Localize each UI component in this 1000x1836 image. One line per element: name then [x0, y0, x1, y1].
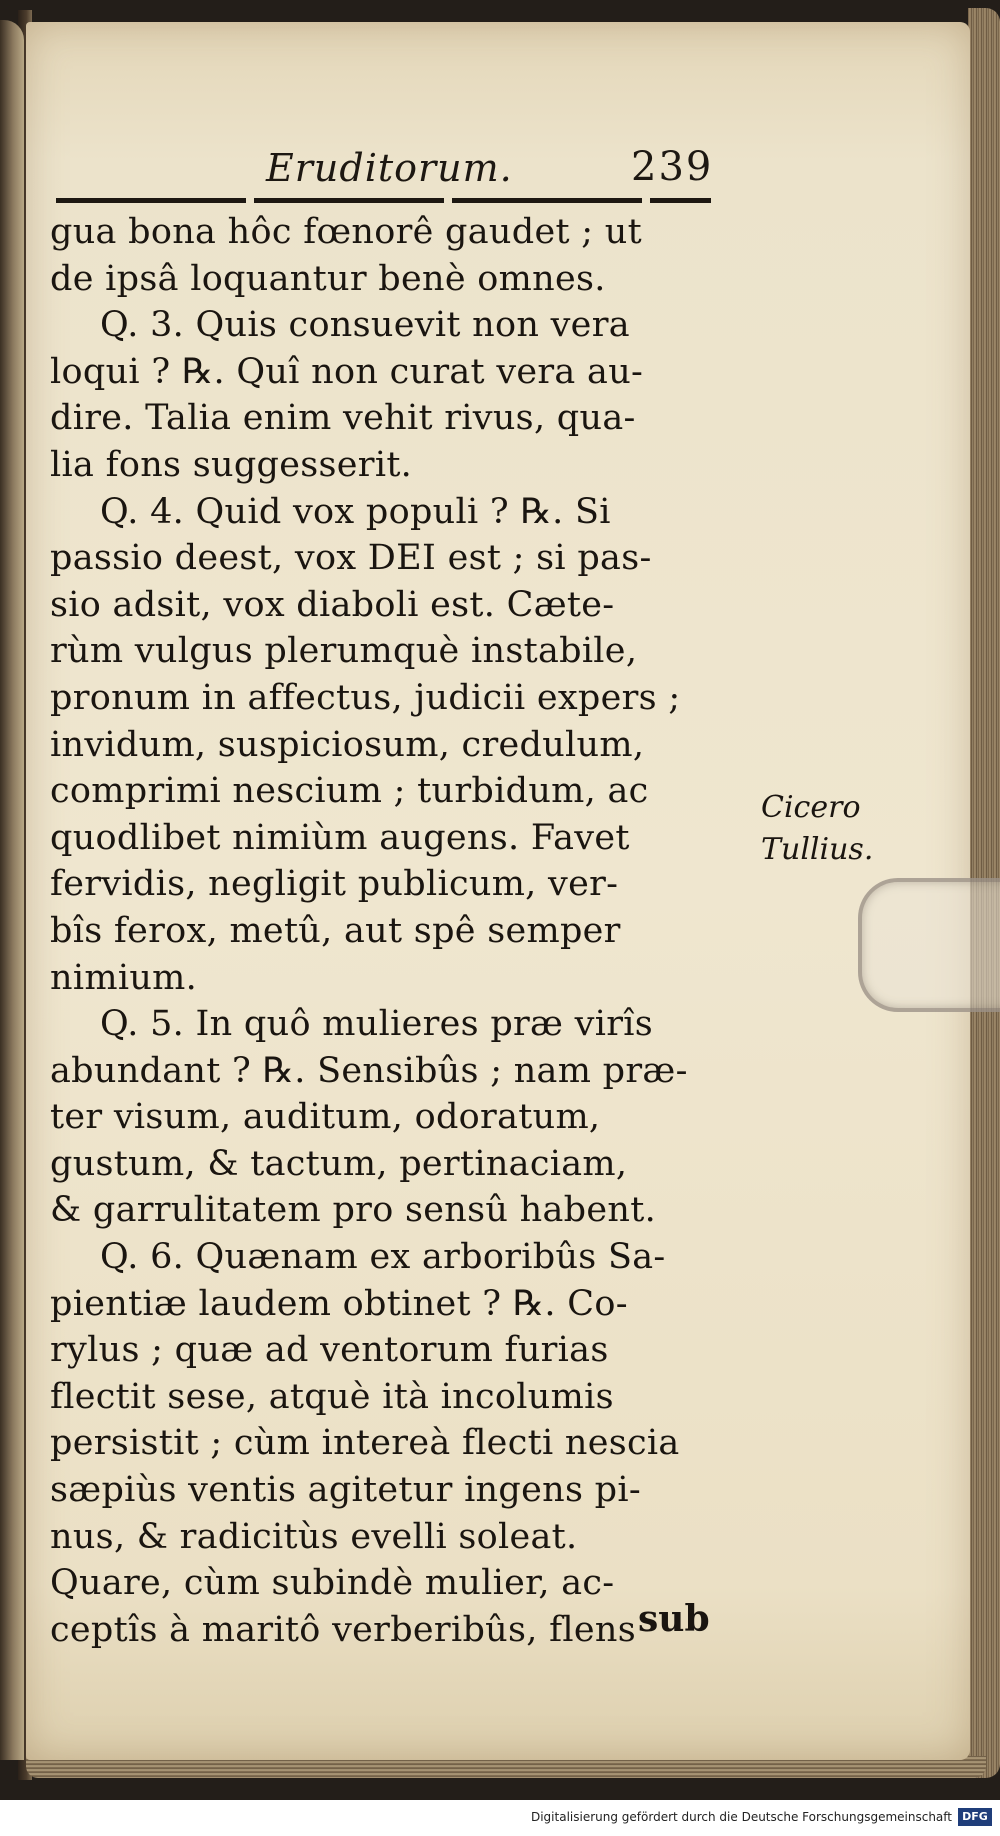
- digitization-footer: [0, 1800, 1000, 1836]
- text-line: de ipsâ loquantur benè omnes.: [50, 258, 606, 299]
- text-line: nus, & radicitùs evelli soleat.: [50, 1516, 578, 1557]
- running-head: [56, 142, 716, 202]
- text-line: rùm vulgus plerumquè instabile,: [50, 631, 638, 672]
- text-line: pientiæ laudem obtinet ? ℞. Co-: [50, 1283, 628, 1324]
- text-line: lia fons suggesserit.: [50, 444, 413, 485]
- text-line: comprimi nescium ; turbidum, ac: [50, 771, 649, 812]
- text-line: Quare, cùm subindè mulier, ac-: [50, 1563, 615, 1604]
- text-line: quodlibet nimiùm augens. Favet: [50, 817, 630, 858]
- book-page: [26, 22, 970, 1760]
- text-line: Q. 3. Quis consuevit non vera: [100, 305, 630, 346]
- text-line: ceptîs à maritô verberibûs, flens: [50, 1609, 636, 1650]
- text-line: nimium.: [50, 957, 198, 998]
- text-line: rylus ; quæ ad ventorum furias: [50, 1330, 609, 1371]
- text-line: bîs ferox, metû, aut spê semper: [50, 910, 621, 951]
- text-line: fervidis, negligit publicum, ver-: [50, 864, 619, 905]
- text-line: ter visum, auditum, odoratum,: [50, 1097, 601, 1138]
- text-line: Q. 4. Quid vox populi ? ℞. Si: [100, 491, 611, 532]
- catchword: sub: [638, 1598, 710, 1640]
- margin-note-tullius: Tullius.: [761, 832, 874, 867]
- text-line: gua bona hôc fœnorê gaudet ; ut: [50, 212, 642, 252]
- text-line: & garrulitatem pro sensû habent.: [50, 1190, 657, 1231]
- header-rule: [56, 198, 711, 203]
- body-text: [50, 209, 730, 1653]
- text-line: loqui ? ℞. Quî non curat vera au-: [50, 351, 644, 392]
- text-line: persistit ; cùm intereà flecti nescia: [50, 1423, 680, 1464]
- dfg-logo-icon: DFG: [958, 1808, 992, 1826]
- page-clip: [858, 878, 1000, 1012]
- margin-note-cicero: Cicero: [761, 790, 861, 825]
- text-line: gustum, & tactum, pertinaciam,: [50, 1143, 628, 1184]
- text-line: flectit sese, atquè ità incolumis: [50, 1376, 614, 1417]
- text-line: dire. Talia enim vehit rivus, qua-: [50, 398, 636, 439]
- page-number: 239: [631, 144, 714, 190]
- text-line: sio adsit, vox diaboli est. Cæte-: [50, 584, 615, 625]
- text-line: Q. 6. Quænam ex arboribûs Sa-: [100, 1237, 666, 1278]
- facing-page-edge: [0, 20, 24, 1760]
- text-line: abundant ? ℞. Sensibûs ; nam præ-: [50, 1050, 688, 1091]
- footer-credit: Digitalisierung gefördert durch die Deutsche Forschungsgemeinschaft: [530, 1810, 952, 1824]
- text-line: pronum in affectus, judicii expers ;: [50, 677, 681, 718]
- text-line: Q. 5. In quô mulieres præ virîs: [100, 1004, 654, 1045]
- running-title: Eruditorum.: [266, 146, 513, 190]
- text-line: sæpiùs ventis agitetur ingens pi-: [50, 1470, 641, 1511]
- text-line: invidum, suspiciosum, credulum,: [50, 724, 645, 765]
- text-line: passio deest, vox DEI est ; si pas-: [50, 538, 652, 579]
